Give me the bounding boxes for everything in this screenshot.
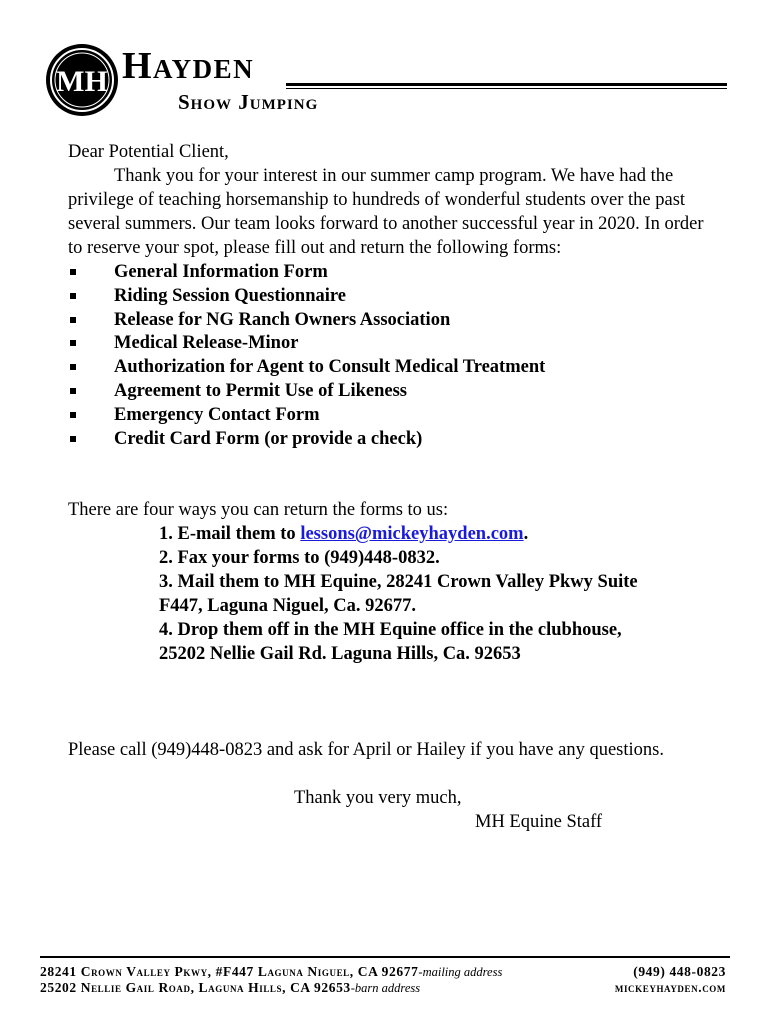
square-bullet-icon <box>70 388 76 394</box>
list-item <box>68 308 718 332</box>
return-method-drop-line2: 25202 Nellie Gail Rd. Laguna Hills, Ca. 92653 <box>159 644 521 665</box>
square-bullet-icon <box>70 364 76 370</box>
form-name: Riding Session Questionnaire <box>114 285 346 306</box>
square-bullet-icon <box>70 436 76 442</box>
form-name: Agreement to Permit Use of Likeness <box>114 380 408 401</box>
square-bullet-icon <box>70 317 76 323</box>
brand-name: Hayden <box>122 45 255 87</box>
return-method-drop-line1: 4. Drop them off in the MH Equine office in the clubhouse, <box>159 620 622 641</box>
list-item <box>68 403 718 427</box>
brand-subtitle: Show Jumping <box>178 90 319 114</box>
return-methods-heading: There are four ways you can return the forms to us: <box>68 500 449 521</box>
square-bullet-icon <box>70 269 76 275</box>
list-item <box>68 379 718 403</box>
footer <box>40 964 730 1000</box>
mh-logo-seal-icon <box>44 42 120 118</box>
call-paragraph: Please call (949)448-0823 and ask for April or Hailey if you have any questions. <box>68 740 664 761</box>
square-bullet-icon <box>70 293 76 299</box>
list-item <box>68 284 718 308</box>
mailing-address-line <box>40 964 502 980</box>
list-item <box>68 427 718 451</box>
salutation: Dear Potential Client, <box>68 142 229 162</box>
form-name: Credit Card Form (or provide a check) <box>114 428 423 449</box>
list-item <box>68 260 718 284</box>
signature: MH Equine Staff <box>475 812 603 833</box>
required-forms-list <box>68 260 718 450</box>
list-item <box>68 331 718 355</box>
form-name: General Information Form <box>114 262 328 282</box>
intro-paragraph: Thank you for your interest in our summer camp program. We have had the privilege of teaching horsemanship to hundreds of wonderful students over the past several summers. Our team looks forward to another successful year in 2020. In order to reserve your spot, please fill out and return the following forms: <box>68 166 704 258</box>
email-suffix: . <box>523 524 529 545</box>
barn-address-note: -barn address <box>350 981 421 995</box>
footer-contact <box>615 964 726 996</box>
logo-initials: MH <box>56 65 108 98</box>
return-methods-list <box>68 522 718 666</box>
letterhead-rule <box>286 83 727 86</box>
email-prefix: 1. E-mail them to <box>159 524 301 545</box>
footer-rule <box>40 956 730 958</box>
barn-address-line <box>40 980 502 996</box>
form-name: Emergency Contact Form <box>114 404 320 425</box>
square-bullet-icon <box>70 412 76 418</box>
mailing-address: 28241 Crown Valley Pkwy, #F447 Laguna Niguel, CA 92677 <box>40 964 419 979</box>
footer-website: mickeyhayden.com <box>614 980 726 995</box>
letterhead-rule-thin <box>286 88 727 89</box>
closing: Thank you very much, <box>294 788 462 809</box>
return-method-mail-line2: F447, Laguna Niguel, Ca. 92677. <box>159 596 416 617</box>
list-item <box>68 355 718 379</box>
form-name: Authorization for Agent to Consult Medical Treatment <box>114 357 546 378</box>
mailing-address-note: -mailing address <box>418 965 503 979</box>
letter-body <box>68 140 718 834</box>
footer-phone: (949) 448-0823 <box>633 964 726 979</box>
form-name: Medical Release-Minor <box>114 333 299 354</box>
letterhead <box>44 40 734 120</box>
return-method-email <box>159 522 718 546</box>
square-bullet-icon <box>70 340 76 346</box>
return-method-fax: 2. Fax your forms to (949)448-0832. <box>159 548 440 569</box>
footer-addresses <box>40 964 502 996</box>
form-name: Release for NG Ranch Owners Association <box>114 309 451 330</box>
barn-address: 25202 Nellie Gail Road, Laguna Hills, CA 92653 <box>40 980 351 995</box>
email-link[interactable]: lessons@mickeyhayden.com <box>300 524 524 545</box>
return-method-mail-line1: 3. Mail them to MH Equine, 28241 Crown Valley Pkwy Suite <box>159 572 638 593</box>
